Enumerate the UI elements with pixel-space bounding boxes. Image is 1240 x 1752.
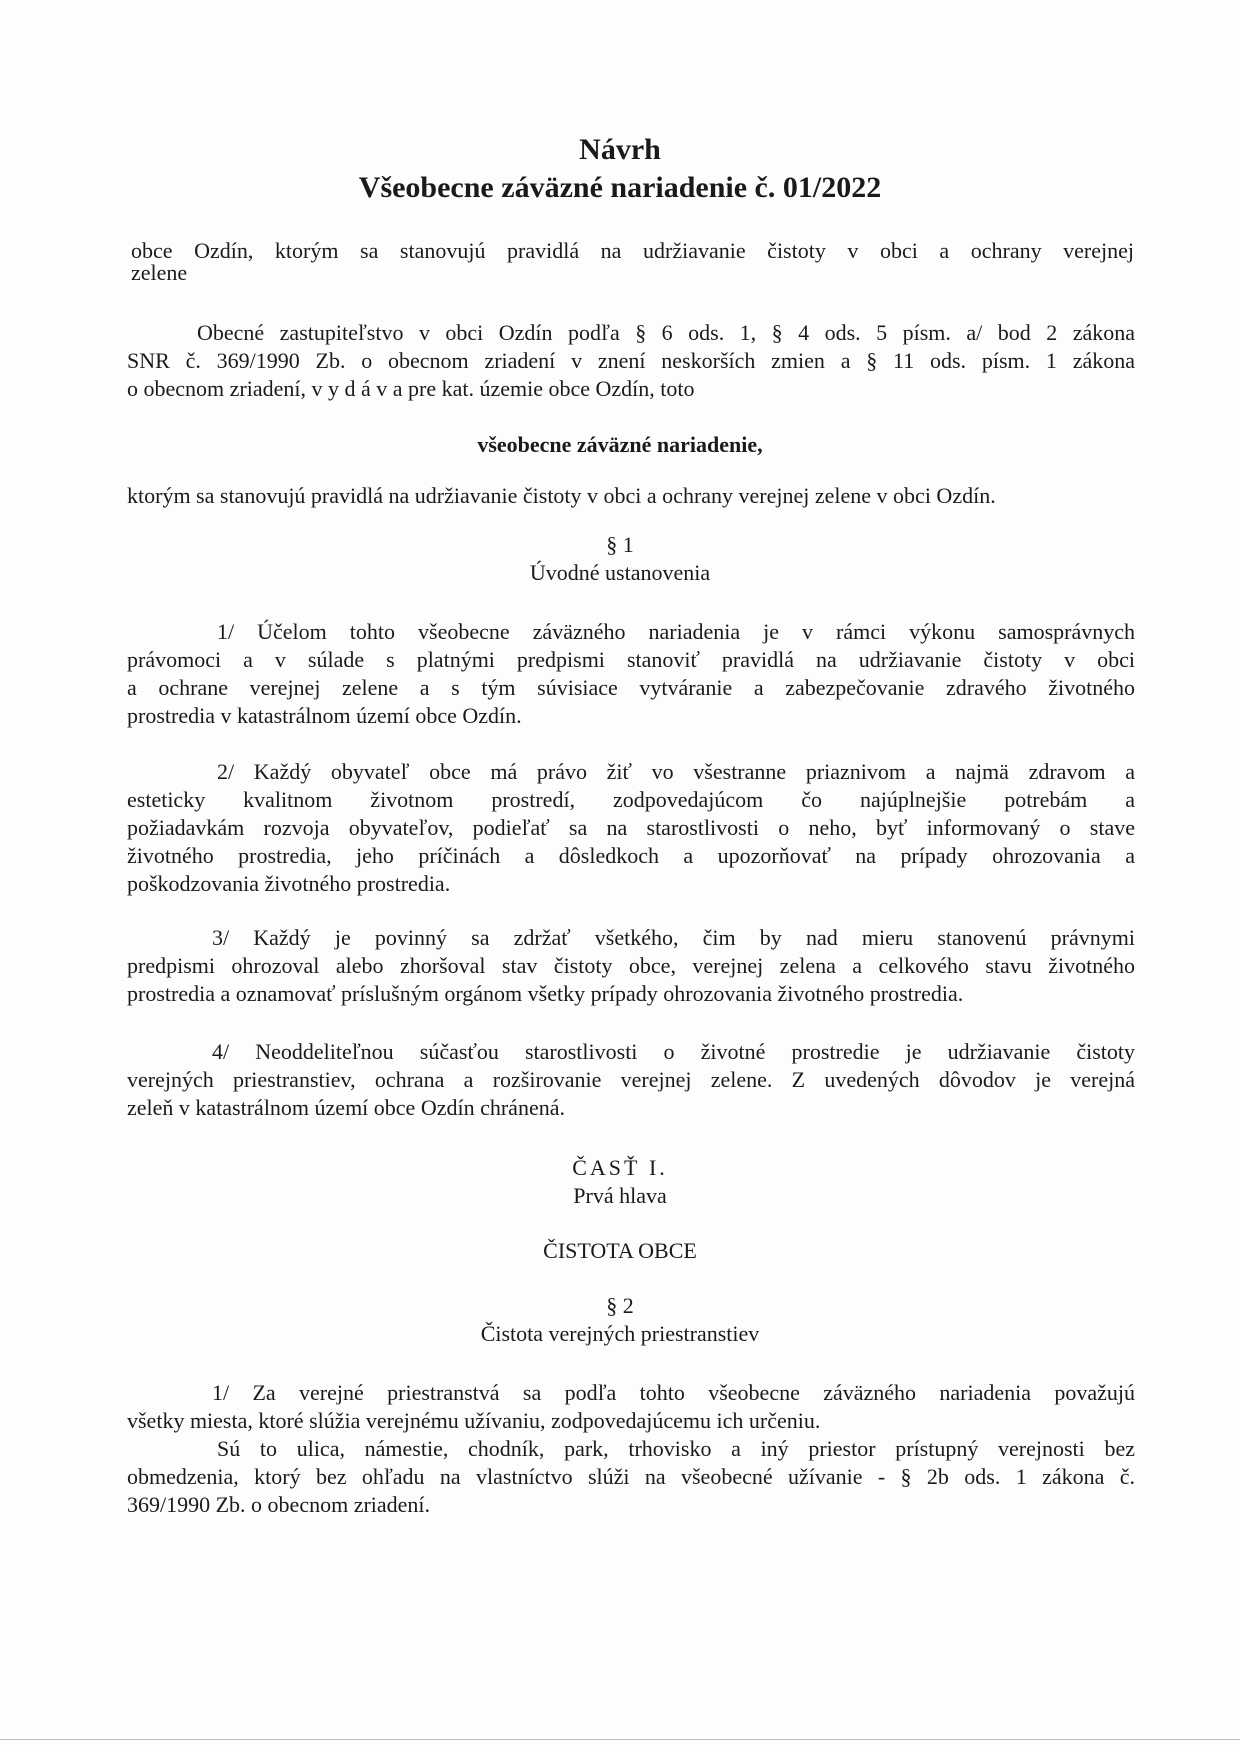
regulation-subject: ktorým sa stanovujú pravidlá na udržiavanie čistoty v obci a ochrany verejnej zelene v obci Ozdín. (127, 483, 996, 508)
paragraph-line: Sú to ulica, námestie, chodník, park, trhovisko a iný priestor prístupný verejnosti bez (217, 1436, 1135, 1461)
paragraph-line: predpismi ohrozoval alebo zhoršoval stav čistoty obce, verejnej zelena a celkového stavu životného (127, 953, 1135, 978)
paragraph-line: 2/ Každý obyvateľ obce má právo žiť vo všestranne priaznivom a najmä zdravom a (217, 759, 1135, 784)
paragraph-line: právomoci a v súlade s platnými predpismi stanoviť pravidlá na udržiavanie čistoty v obci (127, 647, 1135, 672)
paragraph-line: 1/ Účelom tohto všeobecne záväzného nariadenia je v rámci výkonu samosprávnych (217, 619, 1135, 644)
intro-line: zelene (131, 260, 188, 285)
paragraph-line: a ochrane verejnej zelene a s tým súvisiace vytváranie a zabezpečovanie zdravého životného (127, 675, 1135, 700)
preamble-line: Obecné zastupiteľstvo v obci Ozdín podľa § 6 ods. 1, § 4 ods. 5 písm. a/ bod 2 zákona (197, 320, 1135, 345)
preamble-line: SNR č. 369/1990 Zb. o obecnom zriadení v znení neskorších zmien a § 11 ods. písm. 1 zákona (127, 348, 1135, 373)
part-label: ČASŤ I. (572, 1155, 668, 1180)
paragraph-line: všetky miesta, ktoré slúžia verejnému užívaniu, zodpovedajúcemu ich určeniu. (127, 1408, 821, 1433)
paragraph-line: 1/ Za verejné priestranstvá sa podľa tohto všeobecne záväzného nariadenia považujú (212, 1380, 1135, 1405)
intro-line: obce Ozdín, ktorým sa stanovujú pravidlá na udržiavanie čistoty v obci a ochrany verejnej (131, 238, 1134, 263)
paragraph-line: prostredia a oznamovať príslušným orgánom všetky prípady ohrozovania životného prostredia. (127, 981, 964, 1006)
regulation-heading: všeobecne záväzné nariadenie, (477, 432, 763, 457)
paragraph-line: verejných priestranstiev, ochrana a rozširovanie verejnej zelene. Z uvedených dôvodov je verejná (127, 1067, 1135, 1092)
section-title: Čistota verejných priestranstiev (480, 1321, 760, 1346)
document-title: Návrh (579, 133, 661, 166)
paragraph-line: požiadavkám rozvoja obyvateľov, podieľať sa na starostlivosti o neho, byť informovaný o stave (127, 815, 1135, 840)
chapter-label: Prvá hlava (573, 1183, 667, 1208)
section-number: § 1 (606, 532, 634, 557)
preamble-line: o obecnom zriadení, v y d á v a pre kat. územie obce Ozdín, toto (127, 376, 695, 401)
paragraph-line: 369/1990 Zb. o obecnom zriadení. (127, 1492, 431, 1517)
scan-edge-rule (0, 1739, 1240, 1740)
paragraph-line: 3/ Každý je povinný sa zdržať všetkého, čim by nad mieru stanovenú právnymi (212, 925, 1135, 950)
section-title: Úvodné ustanovenia (529, 560, 711, 585)
document-subtitle: Všeobecne záväzné nariadenie č. 01/2022 (358, 171, 882, 204)
paragraph-line: 4/ Neoddeliteľnou súčasťou starostlivosti o životné prostredie je udržiavanie čistoty (212, 1039, 1135, 1064)
paragraph-line: poškodzovania životného prostredia. (127, 871, 451, 896)
section-number: § 2 (606, 1293, 634, 1318)
part-heading: ČISTOTA OBCE (543, 1238, 697, 1263)
paragraph-line: obmedzenia, ktorý bez ohľadu na vlastníctvo slúži na všeobecné užívanie - § 2b ods. 1 zákona č. (127, 1464, 1135, 1489)
paragraph-line: prostredia v katastrálnom území obce Ozdín. (127, 703, 522, 728)
paragraph-line: esteticky kvalitnom životnom prostredí, zodpovedajúcom čo najúplnejšie potrebám a (127, 787, 1135, 812)
paragraph-line: životného prostredia, jeho príčinách a dôsledkoch a upozorňovať na prípady ohrozovania a (127, 843, 1135, 868)
paragraph-line: zeleň v katastrálnom území obce Ozdín chránená. (127, 1095, 565, 1120)
